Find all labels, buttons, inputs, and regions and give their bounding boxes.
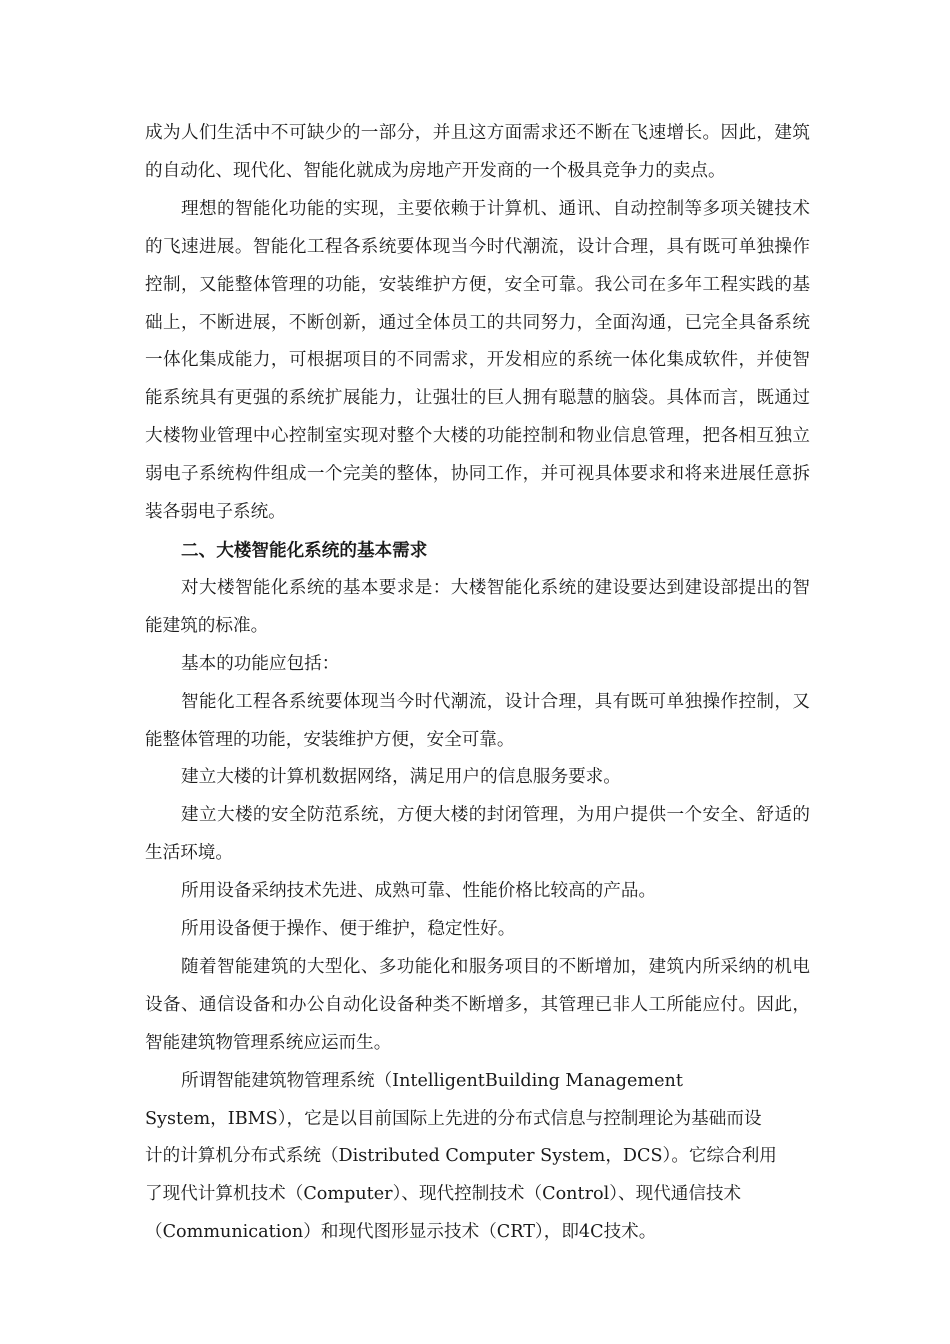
paragraph-ibms-line-4: 了现代计算机技术（Computer）、现代控制技术（Control）、现代通信技术 — [145, 1184, 742, 1205]
paragraph-function-2: 建立大楼的计算机数据网络，满足用户的信息服务要求。 — [181, 767, 621, 788]
paragraph-functions-intro: 基本的功能应包括： — [181, 653, 340, 674]
paragraph-ibms-line-1: 所谓智能建筑物管理系统（IntelligentBuilding Management — [181, 1070, 683, 1091]
paragraph-ibms-background: 随着智能建筑的大型化、多功能化和服务项目的不断增加，建筑内所采纳的机电设备、通信设备和办公自动化设备种类不断增多，其管理已非人工所能应付。因此，智能建筑物管理系统应运而生。 — [145, 956, 810, 1053]
paragraph-ibms-line-5: （Communication）和现代图形显示技术（CRT），即4C技术。 — [145, 1222, 657, 1243]
paragraph-ibms-line-2: System，IBMS），它是以目前国际上先进的分布式信息与控制理论为基础而设 — [145, 1108, 762, 1129]
paragraph-ibms-line-3: 计的计算机分布式系统（Distributed Computer System，DCS）。它综合利用 — [145, 1146, 777, 1167]
paragraph-function-4: 所用设备采纳技术先进、成熟可靠、性能价格比较高的产品。 — [181, 881, 657, 902]
document-body — [145, 115, 810, 1252]
paragraph-function-1: 智能化工程各系统要体现当今时代潮流，设计合理，具有既可单独操作控制，又能整体管理的功能，安装维护方便，安全可靠。 — [145, 691, 810, 750]
paragraph-continuation: 成为人们生活中不可缺少的一部分，并且这方面需求还不断在飞速增长。因此，建筑的自动化、现代化、智能化就成为房地产开发商的一个极具竞争力的卖点。 — [145, 123, 810, 181]
paragraph-function-5: 所用设备便于操作、便于维护，稳定性好。 — [181, 919, 516, 940]
paragraph-function-3: 建立大楼的安全防范系统，方便大楼的封闭管理，为用户提供一个安全、舒适的生活环境。 — [145, 805, 810, 864]
section-heading: 二、大楼智能化系统的基本需求 — [181, 539, 428, 561]
paragraph-basic-requirements: 对大楼智能化系统的基本要求是：大楼智能化系统的建设要达到建设部提出的智能建筑的标准。 — [145, 577, 810, 636]
paragraph-intelligent-functions: 理想的智能化功能的实现，主要依赖于计算机、通讯、自动控制等多项关键技术的飞速进展。智能化工程各系统要体现当今时代潮流，设计合理，具有既可单独操作控制，又能整体管理的功能，安装维护方便，安全可靠。我公司在多年工程实践的基础上，不断进展，不断创新，通过全体员工的共同努力，全面沟通，已完全具备系统一体化集成能力，可根据项目的不同需求，开发相应的系统一体化集成软件，并使智能系统具有更强的系统扩展能力，让强壮的巨人拥有聪慧的脑袋。具体而言，既通过大楼物业管理中心控制室实现对整个大楼的功能控制和物业信息管理，把各相互独立弱电子系统构件组成一个完美的整体，协同工作，并可视具体要求和将来进展任意拆装各弱电子系统。 — [145, 198, 810, 523]
